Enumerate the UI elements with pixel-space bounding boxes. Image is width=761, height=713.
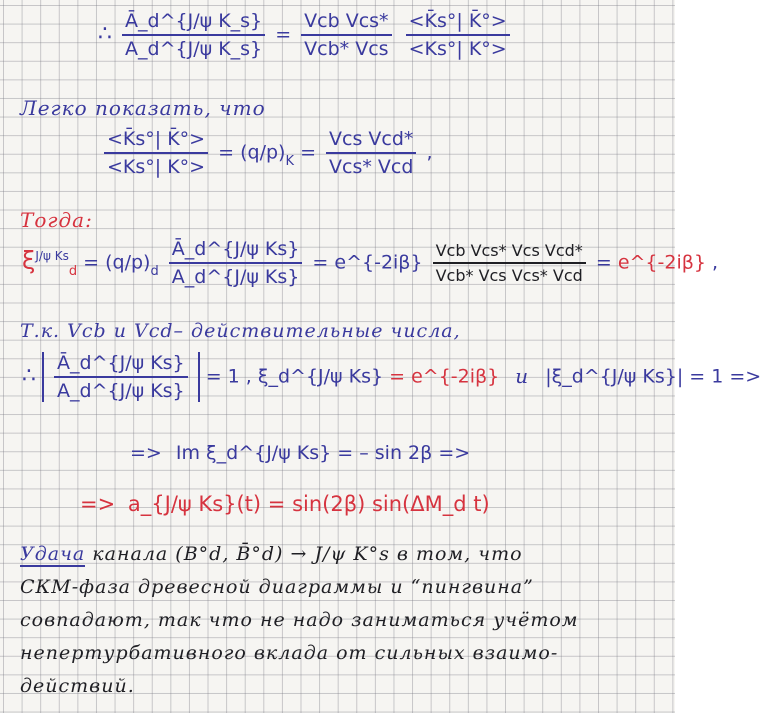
im-xi: Im ξ_d^{J/ψ Ks} (175, 442, 332, 464)
paragraph-line-2: СКМ-фаза древесной диаграммы и “пингвина” (20, 576, 534, 598)
word-luck: Удача (20, 543, 86, 565)
asymmetry-rhs: = sin(2β) sin(ΔM_d t) (267, 492, 490, 516)
xi-subscript: d (68, 263, 78, 279)
equation-kaon-mixing (100, 128, 433, 178)
equals-sign: = (275, 23, 292, 46)
q-over-p: (q/p) (240, 141, 286, 164)
equals-sign: = (218, 141, 235, 164)
amplitude-fraction (169, 238, 303, 288)
ckm-product-denominator: Vcb* Vcs Vcs* Vcd (435, 266, 583, 285)
paragraph-line-4: непертурбативного вклада от сильных взаимо- (20, 642, 559, 664)
equals-sign-2: = (300, 141, 316, 164)
equation-abs-values (22, 352, 761, 402)
minus-sine: = – sin 2β (337, 442, 433, 464)
equals-sign: = (83, 251, 100, 274)
abs-xi-equals-one: |ξ_d^{J/ψ Ks}| = 1 (545, 365, 724, 388)
equation-asymmetry (80, 492, 490, 516)
text-easy-to-show: Легко показать, что (20, 96, 266, 120)
ckm-product-fraction (433, 241, 586, 285)
xi-superscript: J/ψ Ks (35, 248, 69, 263)
abs-denominator: A_d^{J/ψ Ks} (57, 380, 185, 402)
kaon-fraction (406, 10, 510, 60)
therefore-symbol: ∴ (98, 21, 112, 47)
abs-amplitude-ratio (42, 352, 200, 402)
equation-amplitude-ratio (98, 10, 514, 60)
xi-result: e^{-2iβ} (617, 251, 706, 274)
phase-factor: e^{-2iβ} (334, 251, 423, 274)
text-then: Тогда: (20, 208, 93, 232)
implies-arrow-2: => (438, 442, 471, 464)
ckm-product-numerator: Vcb Vcs* Vcs Vcd* (433, 241, 586, 264)
amplitude-numerator: Ā_d^{J/ψ Ks} (169, 238, 303, 264)
paragraph-line-1-text: канала (B°d, B̄°d) → J/ψ K°s в том, что (92, 543, 523, 565)
implies-arrow: => (729, 365, 761, 388)
equation-imaginary-part (130, 442, 470, 464)
equals-sign-3: = (595, 251, 612, 274)
ckm-fraction (301, 10, 391, 60)
ckm-cs-numerator: Vcs Vcd* (326, 128, 416, 154)
equals-one: = 1 (205, 365, 240, 388)
q-over-p-subscript: K (285, 153, 295, 169)
amplitude-denominator: A_d^{J/ψ K_s} (125, 38, 263, 60)
amplitude-fraction (122, 10, 265, 60)
paragraph-line-1 (20, 543, 523, 565)
ckm-numerator: Vcb Vcs* (301, 10, 391, 36)
ckm-cs-denominator: Vcs* Vcd (329, 156, 414, 178)
xi-value: = e^{-2iβ} (389, 365, 500, 388)
implies-arrow: => (80, 492, 116, 516)
ckm-cs-fraction (326, 128, 416, 178)
comma: , (712, 251, 719, 274)
kaon-denominator: <Ks°| K°> (408, 38, 507, 60)
therefore-symbol: ∴ (22, 363, 36, 389)
xi-term: ξ_d^{J/ψ Ks} (257, 365, 384, 388)
kaon-overlap-denominator: <Ks°| K°> (107, 156, 206, 178)
kaon-overlap-fraction (104, 128, 208, 178)
word-and: и (515, 363, 530, 388)
comma: , (426, 141, 433, 164)
asymmetry-lhs: a_{J/ψ Ks}(t) (127, 492, 262, 516)
ckm-denominator: Vcb* Vcs (304, 38, 389, 60)
q-over-p-subscript: d (150, 263, 159, 279)
paragraph-line-3: совпадают, так что не надо заниматься учётом (20, 609, 579, 631)
equals-sign-2: = (312, 251, 329, 274)
q-over-p: (q/p) (105, 251, 151, 274)
equation-xi (22, 238, 718, 288)
abs-fraction (54, 352, 188, 402)
comma: , (245, 365, 252, 388)
amplitude-denominator: A_d^{J/ψ Ks} (171, 266, 300, 288)
implies-arrow: => (130, 442, 162, 464)
kaon-overlap-numerator: <K̄s°| K̄°> (104, 128, 208, 154)
amplitude-numerator: Ā_d^{J/ψ K_s} (122, 10, 265, 36)
kaon-numerator: <K̄s°| K̄°> (406, 10, 510, 36)
abs-numerator: Ā_d^{J/ψ Ks} (54, 352, 188, 378)
xi-symbol: ξ (22, 246, 36, 275)
text-real-numbers: Т.к. Vcb и Vcd– действительные числа, (20, 320, 461, 342)
paragraph-line-5: действий. (20, 675, 135, 697)
